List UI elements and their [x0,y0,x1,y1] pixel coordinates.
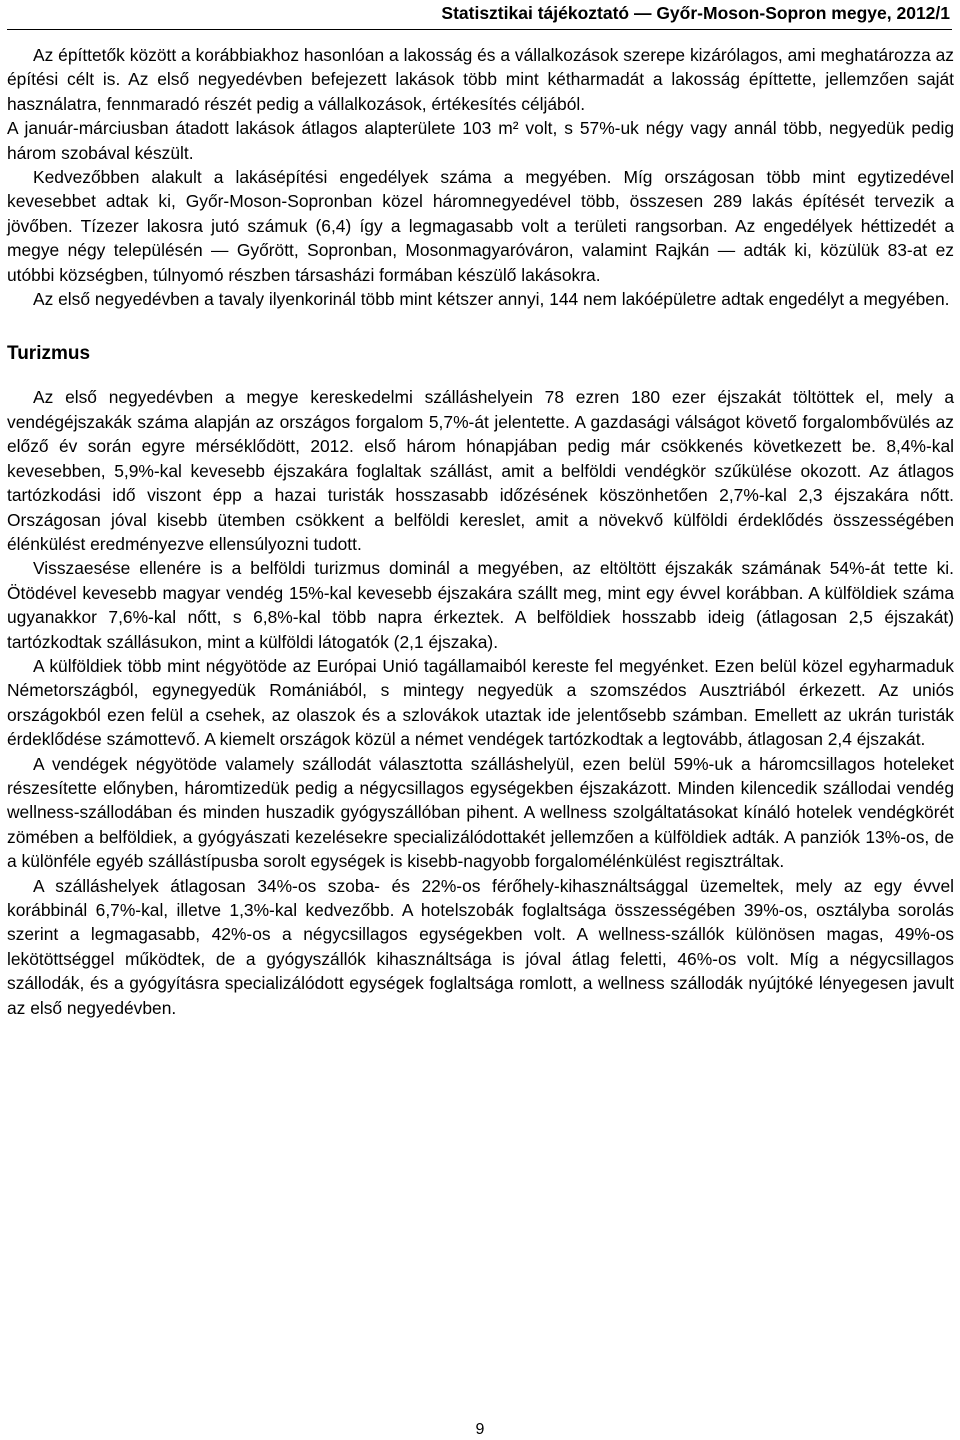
body-paragraph-builders: Az építtetők között a korábbiakhoz hasonlóan a lakosság és a vállalkozások szerepe kizárólagos, ami meghatározza az építési célt is. Az első negyedévben befejezett lakások több mint kétharmadát a lakosság építtette, jellemzően saját használatra, fennmaradó részét pedig a vállalkozások, értékesítés céljából. [7,45,954,114]
page-header-title: Statisztikai tájékoztató — Győr-Moson-Sopron megye, 2012/1 [441,3,950,23]
header-divider [7,29,952,30]
tourism-paragraph-hotels: A vendégek négyötöde valamely szállodát választotta szálláshelyül, ezen belül 59%-uk a háromcsillagos hoteleket részesítette előnyben, háromtizedük pedig a négycsillagos egységekben éjszakázott. Minden kilencedik szállodai vendég wellness-szállodában és minden huszadik gyógyszállóban pihent. A wellness szolgáltatásokat kínáló hotelek vendégkörét zömében a belföldiek, a gyógyászati kezelésekre specializálódottakét jellemzően a külföldiek adták. A panziók 13%-os, de a különféle egyéb szállástípusba sorolt egységek is kisebb-nagyobb forgalomélénkülést regisztráltak. [7,753,954,872]
page-number: 9 [475,1421,485,1438]
page-body [7,43,954,1020]
body-paragraph-non-residential: Az első negyedévben a tavaly ilyenkorinál több mint kétszer annyi, 144 nem lakóépületre adtak engedélyt a megyében. [33,289,950,310]
body-paragraph-floor-area: A január-márciusban átadott lakások átlagos alapterülete 103 m² volt, s 57%-uk négy vagy annál több, negyedük pedig három szobával készült. [7,118,954,163]
body-paragraph-permits: Kedvezőbben alakult a lakásépítési engedélyek száma a megyében. Míg országosan több mint egytizedével kevesebbet adtak ki, Győr-Moson-Sopronban közel háromnegyedével több, összesen 289 lakás építését tervezik a jövőben. Tízezer lakosra jutó számuk (6,4) így a legmagasabb volt a területi rangsorban. Az engedélyek héttizedét a megye négy településén — Győrött, Sopronban, Mosonmagyaróváron, valamint Rajkán — adták ki, közülük 83-at ez utóbbi községben, túlnyomó részben társasházi formában készülő lakásokra. [7,167,954,285]
tourism-paragraph-occupancy: A szálláshelyek átlagosan 34%-os szoba- és 22%-os férőhely-kihasználtsággal üzemeltek, mely az egy évvel korábbinál 6,7%-kal, illetve 1,3%-kal kedvezőbb. A hotelszobák foglaltsága összességében 39%-os, osztályba sorolás szerint a legmagasabb, 42%-os a négycsillagos egységekben volt. A wellness-szállók különösen magas, 49%-os lekötöttséggel működtek, de a gyógyszállók kihasználtsága is jóval átlag feletti, 46%-os volt. Míg a négycsillagos szállodák, és a gyógyításra specializálódott egységek foglaltsága romlott, a wellness szállodák nyújtóké lényegesen javult az első negyedévben. [7,875,954,1018]
tourism-paragraph-domestic: Visszaesése ellenére is a belföldi turizmus dominál a megyében, az eltöltött éjszakák számának 54%-át tette ki. Ötödével kevesebb magyar vendég 15%-kal kevesebb éjszakára szállt meg, mint egy évvel korábban. A külföldiek száma ugyanakkor 7,6%-kal nőtt, s 6,8%-kal több napra érkeztek. A belföldiek hosszabb ideig (átlagosan 2,5 éjszakát) tartózkodtak szállásukon, mint a külföldi látogatók (2,1 éjszaka). [7,558,954,652]
tourism-paragraph-foreign: A külföldiek több mint négyötöde az Európai Unió tagállamaiból kereste fel megyénket. Ezen belül közel egyharmaduk Németországból, egynegyedük Romániából, s mintegy negyedük a szomszédos Ausztriából érkezett. Az uniós országokból ezen felül a csehek, az olaszok és a szlovákok utaztak ide jelentősebb számban. Emellett az ukrán turisták érdeklődése számottevő. A kiemelt országok közül a német vendégek tartózkodtak a legtovább, átlagosan 2,4 éjszakát. [7,655,954,750]
section-heading-tourism: Turizmus [7,343,91,365]
tourism-paragraph-overview: Az első negyedévben a megye kereskedelmi szálláshelyein 78 ezren 180 ezer éjszakát töltöttek el, mely a vendégéjszakák száma alapján az országos forgalom 5,7%-át jelentette. A gazdasági válságot követő forgalombővülés az előző év során egyre mérséklődött, 2012. első három hónapjában pedig már csökkenés következett be. 8,4%-kal kevesebben, 5,9%-kal kevesebb éjszakára foglaltak szállást, amit a belföldi vendégkör szűkülése okozott. Az átlagos tartózkodási idő viszont épp a hazai turisták hosszasabb időzésének köszönhetően 2,7%-kal 2,3 éjszakára nőtt. Országosan jóval kisebb ütemben csökkent a belföldi kereslet, amit a növekvő külföldi érdeklődés összességében élénkülést eredményezve ellensúlyozni tudott. [7,387,954,554]
